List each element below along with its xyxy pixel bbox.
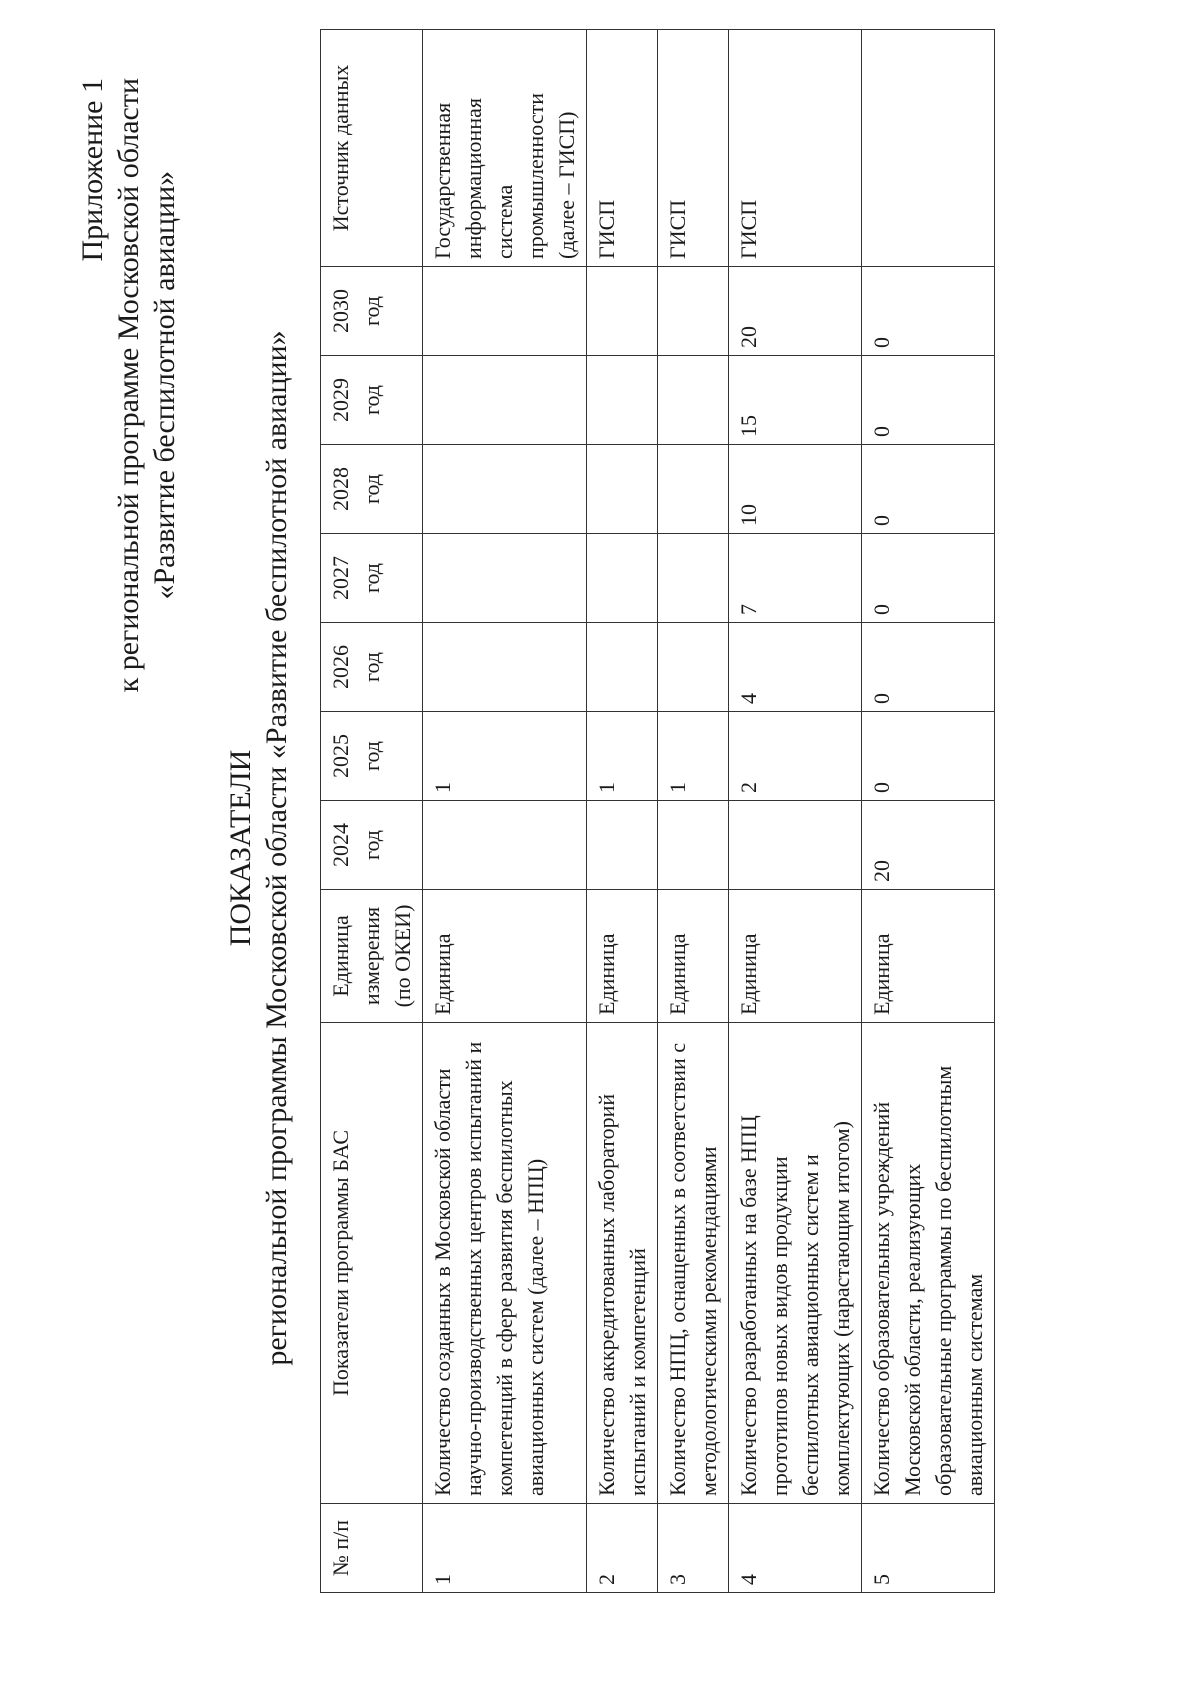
row-value-2030: 0 — [862, 267, 995, 356]
header-year-2026: 2026 год — [321, 623, 423, 712]
header-year-2025: 2025 год — [321, 712, 423, 801]
header-num: № п/п — [321, 1504, 423, 1593]
row-value-2028 — [658, 445, 729, 534]
row-indicator: Количество разработанных на базе НПЦ прототипов новых видов продукции беспилотных авиационных систем и комплектующих (нарастающим итогом) — [729, 1023, 862, 1504]
row-unit: Единица — [587, 890, 658, 1023]
row-value-2028 — [423, 445, 587, 534]
header-year-2028: 2028 год — [321, 445, 423, 534]
table-row — [862, 30, 995, 1593]
row-value-2030 — [587, 267, 658, 356]
header-year-2024: 2024 год — [321, 801, 423, 890]
row-value-2026: 0 — [862, 623, 995, 712]
row-value-2026 — [587, 623, 658, 712]
document-sheet — [75, 48, 1125, 1648]
header-indicator: Показатели программы БАС — [321, 1023, 423, 1504]
row-value-2030: 20 — [729, 267, 862, 356]
row-value-2025: 1 — [658, 712, 729, 801]
row-value-2025: 0 — [862, 712, 995, 801]
row-value-2029: 15 — [729, 356, 862, 445]
header-source: Источник данных — [321, 30, 423, 267]
row-unit: Единица — [658, 890, 729, 1023]
row-source: ГИСП — [587, 30, 658, 267]
header-row — [321, 30, 423, 1593]
row-value-2027: 0 — [862, 534, 995, 623]
document-subtitle: региональной программы Московской области «Развитие беспилотной авиации» — [260, 330, 293, 1366]
row-indicator: Количество образовательных учреждений Московской области, реализующих образовательные программы по беспилотным авиационным системам — [862, 1023, 995, 1504]
row-value-2028: 0 — [862, 445, 995, 534]
header-year-2030: 2030 год — [321, 267, 423, 356]
indicators-table — [320, 29, 995, 1593]
row-num: 2 — [587, 1504, 658, 1593]
row-indicator: Количество аккредитованных лабораторий испытаний и компетенций — [587, 1023, 658, 1504]
row-unit: Единица — [423, 890, 587, 1023]
row-value-2027 — [658, 534, 729, 623]
row-source: ГИСП — [729, 30, 862, 267]
table-row — [658, 30, 729, 1593]
row-value-2030 — [658, 267, 729, 356]
row-value-2025: 2 — [729, 712, 862, 801]
row-value-2024: 20 — [862, 801, 995, 890]
header-year-2029: 2029 год — [321, 356, 423, 445]
appendix-reference: к региональной программе Московской области — [112, 78, 145, 693]
table-row — [729, 30, 862, 1593]
row-value-2025: 1 — [423, 712, 587, 801]
row-source: Государственная информационная система промышленности (далее – ГИСП) — [423, 30, 587, 267]
row-value-2024 — [587, 801, 658, 890]
row-value-2029 — [658, 356, 729, 445]
header-unit: Единица измерения (по ОКЕИ) — [321, 890, 423, 1023]
row-value-2029 — [587, 356, 658, 445]
row-num: 1 — [423, 1504, 587, 1593]
appendix-number: Приложение 1 — [76, 78, 109, 262]
row-source — [862, 30, 995, 267]
header-year-2027: 2027 год — [321, 534, 423, 623]
row-unit: Единица — [862, 890, 995, 1023]
row-num: 4 — [729, 1504, 862, 1593]
row-value-2027 — [587, 534, 658, 623]
row-unit: Единица — [729, 890, 862, 1023]
row-value-2026 — [658, 623, 729, 712]
row-num: 5 — [862, 1504, 995, 1593]
row-source: ГИСП — [658, 30, 729, 267]
row-indicator: Количество созданных в Московской области научно-производственных центров испытаний и компетенций в сфере развития беспилотных авиационных систем (далее – НПЦ) — [423, 1023, 587, 1504]
row-value-2028: 10 — [729, 445, 862, 534]
table-body — [423, 30, 995, 1593]
row-value-2030 — [423, 267, 587, 356]
appendix-note — [75, 78, 183, 692]
document-title: ПОКАЗАТЕЛИ — [224, 749, 257, 947]
row-value-2028 — [587, 445, 658, 534]
row-value-2026 — [423, 623, 587, 712]
row-value-2024 — [729, 801, 862, 890]
row-value-2029 — [423, 356, 587, 445]
row-value-2029: 0 — [862, 356, 995, 445]
row-value-2024 — [423, 801, 587, 890]
row-value-2027: 7 — [729, 534, 862, 623]
table-row — [423, 30, 587, 1593]
row-value-2026: 4 — [729, 623, 862, 712]
row-num: 3 — [658, 1504, 729, 1593]
row-value-2027 — [423, 534, 587, 623]
row-value-2025: 1 — [587, 712, 658, 801]
table-row — [587, 30, 658, 1593]
row-value-2024 — [658, 801, 729, 890]
document-heading — [223, 48, 295, 1648]
appendix-program-name: «Развитие беспилотной авиации» — [148, 170, 181, 600]
row-indicator: Количество НПЦ, оснащенных в соответствии с методологическими рекомендациями — [658, 1023, 729, 1504]
